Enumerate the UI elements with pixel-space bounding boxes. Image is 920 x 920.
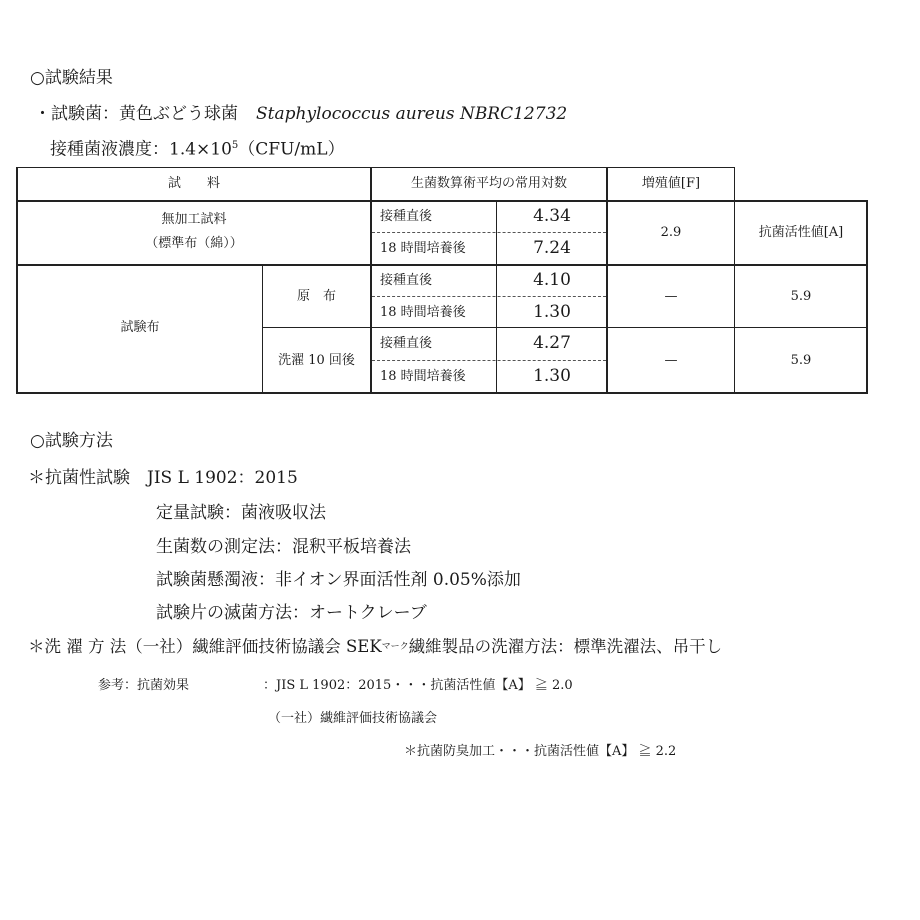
original-activity-value: 5.9 xyxy=(790,289,812,304)
inoculum-concentration xyxy=(50,141,345,159)
method-washing xyxy=(28,639,722,656)
inoculum-prefix: 接種菌液濃度：1.4×10 xyxy=(50,139,232,160)
growth-f-value: 2.9 xyxy=(660,225,682,240)
bacteria-label xyxy=(34,106,567,123)
inoculum-unit: （CFU/mL） xyxy=(238,139,345,160)
method-heading: ○試験方法 xyxy=(30,431,113,451)
original-fabric-label: 原 布 xyxy=(296,289,336,304)
washed-18h-label: 18 時間培養後 xyxy=(380,369,466,384)
reference-org: （一社）繊維評価技術協議会 xyxy=(268,711,438,726)
method-suspension: 試験菌懸濁液：非イオン界面活性剤 0.05%添加 xyxy=(156,570,521,590)
washing-text-a: ＊洗 濯 方 法（一社）繊維評価技術協議会 SEK xyxy=(28,637,382,656)
test-fabric-label: 試験布 xyxy=(120,320,160,335)
method-quant: 定量試験：菌液吸収法 xyxy=(156,503,326,523)
method-sterilize: 試験片の滅菌方法：オートクレーブ xyxy=(156,603,427,623)
header-log-mean: 生菌数算術平均の常用対数 xyxy=(410,176,567,191)
washed-immediate-value: 4.27 xyxy=(533,333,571,353)
method-count: 生菌数の測定法：混釈平板培養法 xyxy=(156,537,411,557)
washed-growth-dash: — xyxy=(664,353,678,368)
control-18h-label: 18 時間培養後 xyxy=(380,241,466,256)
washed-fabric-label: 洗濯 10 回後 xyxy=(278,353,355,368)
washed-18h-value: 1.30 xyxy=(533,366,571,386)
control-immediate-value: 4.34 xyxy=(533,206,571,226)
original-18h-value: 1.30 xyxy=(533,302,571,322)
control-18h-value: 7.24 xyxy=(533,238,571,258)
control-label-1: 無加工試料 xyxy=(161,212,227,227)
washing-text-b: 繊維製品の洗濯方法：標準洗濯法、吊干し xyxy=(408,637,723,656)
control-immediate-label: 接種直後 xyxy=(380,209,433,224)
inoculum-exponent: 5 xyxy=(231,140,239,151)
washing-mark: マーク xyxy=(381,642,409,652)
control-label-2: （標準布（綿）） xyxy=(145,236,243,251)
bacteria-name: Staphylococcus aureus NBRC12732 xyxy=(256,104,568,124)
header-sample: 試 料 xyxy=(167,176,220,191)
washed-immediate-label: 接種直後 xyxy=(380,336,433,351)
original-growth-dash: — xyxy=(664,289,678,304)
original-immediate-value: 4.10 xyxy=(533,270,571,290)
washed-activity-value: 5.9 xyxy=(790,353,812,368)
header-growth-f: 増殖値[F] xyxy=(641,176,701,191)
reference-value: ：JIS L 1902：2015・・・抗菌活性値【A】 ≧ 2.0 xyxy=(263,678,573,693)
bacteria-label-text: ・試験菌：黄色ぶどう球菌 xyxy=(34,104,238,124)
original-immediate-label: 接種直後 xyxy=(380,273,433,288)
activity-label: 抗菌活性値[A] xyxy=(758,225,844,240)
results-heading: ○試験結果 xyxy=(30,68,113,88)
method-standard: ＊抗菌性試験 JIS L 1902：2015 xyxy=(28,468,298,488)
reference-deodorant: ＊抗菌防臭加工・・・抗菌活性値【A】 ≧ 2.2 xyxy=(404,744,677,759)
reference-label: 参考：抗菌効果 xyxy=(98,678,190,693)
original-18h-label: 18 時間培養後 xyxy=(380,305,466,320)
